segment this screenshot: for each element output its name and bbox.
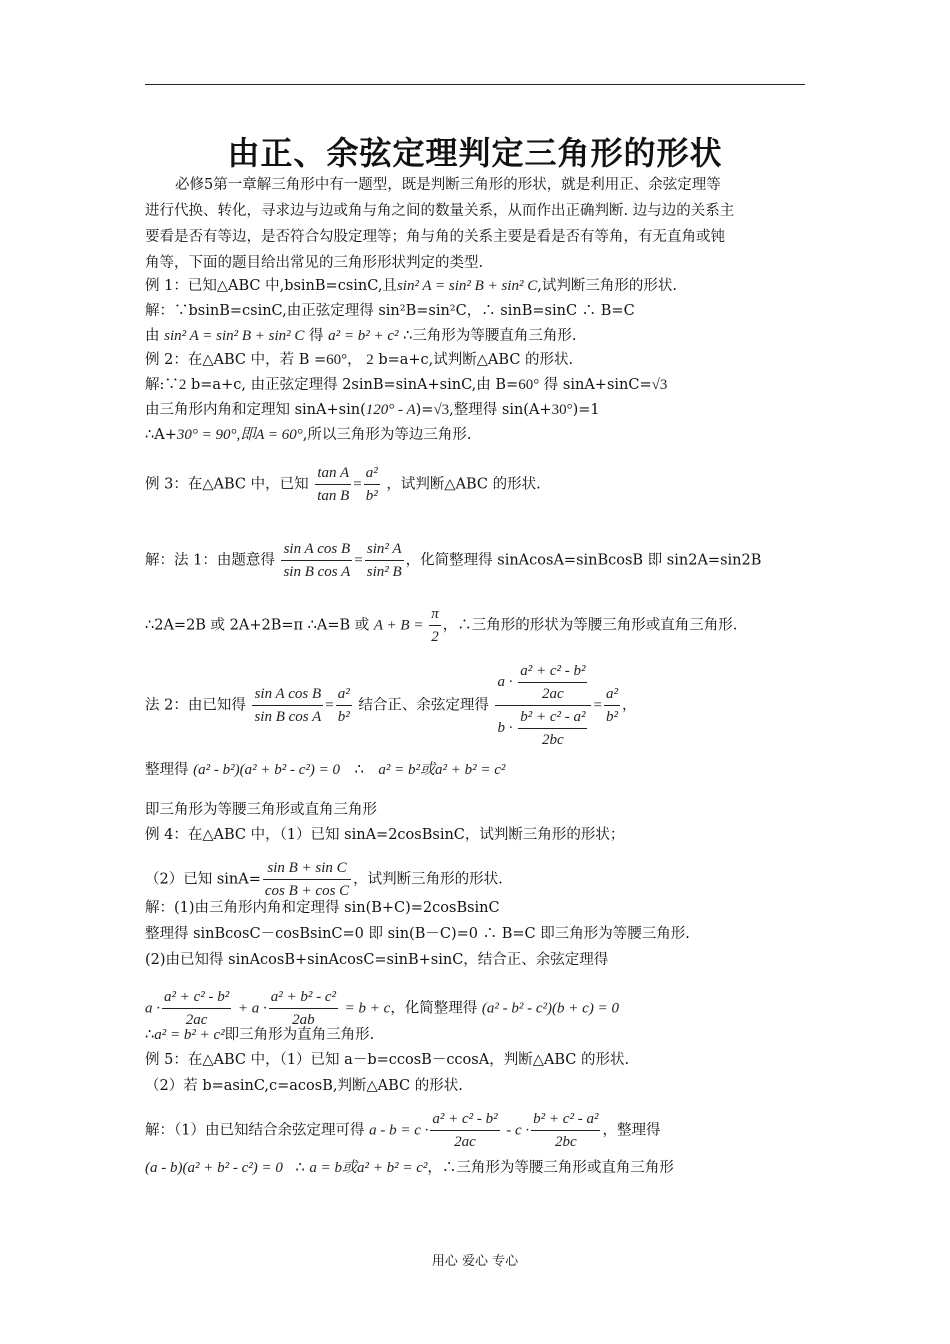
example-1-question: 例 1：已知△ABC 中,bsinB=csinC,且sin² A = sin² B + sin² C,试判断三角形的形状. [145,278,677,294]
example-1-step-1: 解：∵bsinB=csinC,由正弦定理得 sin²B=sin²C，∴ sinB=sinC ∴ B=C [145,303,635,319]
example-3-conclusion: 即三角形为等腰三角形或直角三角形 [145,802,377,818]
example-4-question-2: （2）已知 sinA= $\frac{\text{sin B + sin C}}{\text{cos B + cos C}}$ ，试判断三角形的形状. [145,857,503,902]
intro-line-3: 要看是否有等边，是否符合勾股定理等；角与角的关系主要是看是否有等角，有无直角或钝 [145,229,725,245]
example-4-step-2: 整理得 sinBcosC－cosBsinC=0 即 sin(B－C)=0 ∴ B=C 即三角形为等腰三角形. [145,926,690,942]
intro-line-4: 角等，下面的题目给出常见的三角形形状判定的类型. [145,255,484,271]
example-2-step-2: 由三角形内角和定理知 sinA+sin(120° - A)=√3,整理得 sin(A+30°)=1 [145,402,600,418]
example-4-step-3: (2)由已知得 sinAcosB+sinAcosC=sinB+sinC，结合正、余弦定理得 [145,952,609,968]
intro-line-2: 进行代换、转化，寻求边与边或角与角之间的数量关系，从而作出正确判断. 边与边的关系主 [145,203,735,219]
example-3-method-2-result: 整理得 (a² - b²)(a² + b² - c²) = 0 ∴ a² = b²或a² + b² = c² [145,762,506,778]
example-1-step-2: 由 sin² A = sin² B + sin² C 得 a² = b² + c² ∴三角形为等腰直角三角形. [145,328,577,344]
example-4-step-4: a · $\frac{\text{a² + c² - b²}}{2ac}$ + a · $\frac{\text{a² + b² - c²}}{2ab}$ = b + c，化简整理得 (a² - b² - c²)(b + c) = 0 [145,986,619,1031]
example-4-question-1: 例 4：在△ABC 中，（1）已知 sinA=2cosBsinC，试判断三角形的形状； [145,827,625,843]
example-2-step-3: ∴A+30° = 90°,即A = 60°,所以三角形为等边三角形. [145,427,472,443]
page-footer: 用心 爱心 专心 [431,1254,519,1269]
example-2-question: 例 2：在△ABC 中，若 B =60°， 2 b=a+c,试判断△ABC 的形状. [145,352,574,368]
header-rule [145,84,805,85]
example-3-method-1-result: ∴2A=2B 或 2A+2B=π ∴A=B 或 A + B = $\frac{\pi}{2}$ ，∴三角形的形状为等腰三角形或直角三角形. [145,603,737,648]
example-4-step-1: 解：(1)由三角形内角和定理得 sin(B+C)=2cosBsinC [145,900,500,916]
example-3-question: 例 3：在△ABC 中，已知 $\frac{\text{tan A}}{\text{tan B}}$ = $\frac{\text{a²}}{\text{b²}}$ ，试判断△ABC 的形状. [145,462,541,507]
example-4-step-5: ∴a² = b² + c²即三角形为直角三角形. [145,1027,375,1043]
page-title: 由正、余弦定理判定三角形的形状 [227,134,723,172]
example-3-method-2: 法 2：由已知得 $\frac{\text{sin A cos B}}{\text{sin B cos A}}$ = $\frac{\text{a²}}{\text{b²}}$ 结合正、余弦定理得 a · $\frac{\text{a² + c² - b²}}{2ac}$ b · $\frac{\text{b² + c² - a²}}{2bc}$ = $\frac{\text{a²}}{\text{b²}}$ ， [145,660,636,751]
example-3-method-1: 解：法 1：由题意得 $\frac{\text{sin A cos B}}{\text{sin B cos A}}$ = $\frac{\text{sin² A}}{\text{sin² B}}$ ，化简整理得 sinAcosA=sinBcosB 即 sin2A=sin2B [145,538,761,583]
example-5-question-2: （2）若 b=asinC,c=acosB,判断△ABC 的形状. [145,1078,463,1094]
example-5-step-1: 解：（1）由已知结合余弦定理可得 a - b = c · $\frac{\text{a² + c² - b²}}{2ac}$ - c · $\frac{\text{b² + c² - a²}}{2bc}$ ，整理得 [145,1108,660,1153]
example-5-step-2: (a - b)(a² + b² - c²) = 0 ∴ a = b或a² + b² = c²，∴三角形为等腰三角形或直角三角形 [145,1160,674,1176]
intro-line-1: 必修5第一章解三角形中有一题型，既是判断三角形的形状，就是利用正、余弦定理等 [175,177,721,193]
example-2-step-1: 解:∵2 b=a+c, 由正弦定理得 2sinB=sinA+sinC,由 B=60° 得 sinA+sinC=√3 [145,377,668,393]
example-5-question-1: 例 5：在△ABC 中，（1）已知 a－b=ccosB－ccosA，判断△ABC 的形状. [145,1052,630,1068]
